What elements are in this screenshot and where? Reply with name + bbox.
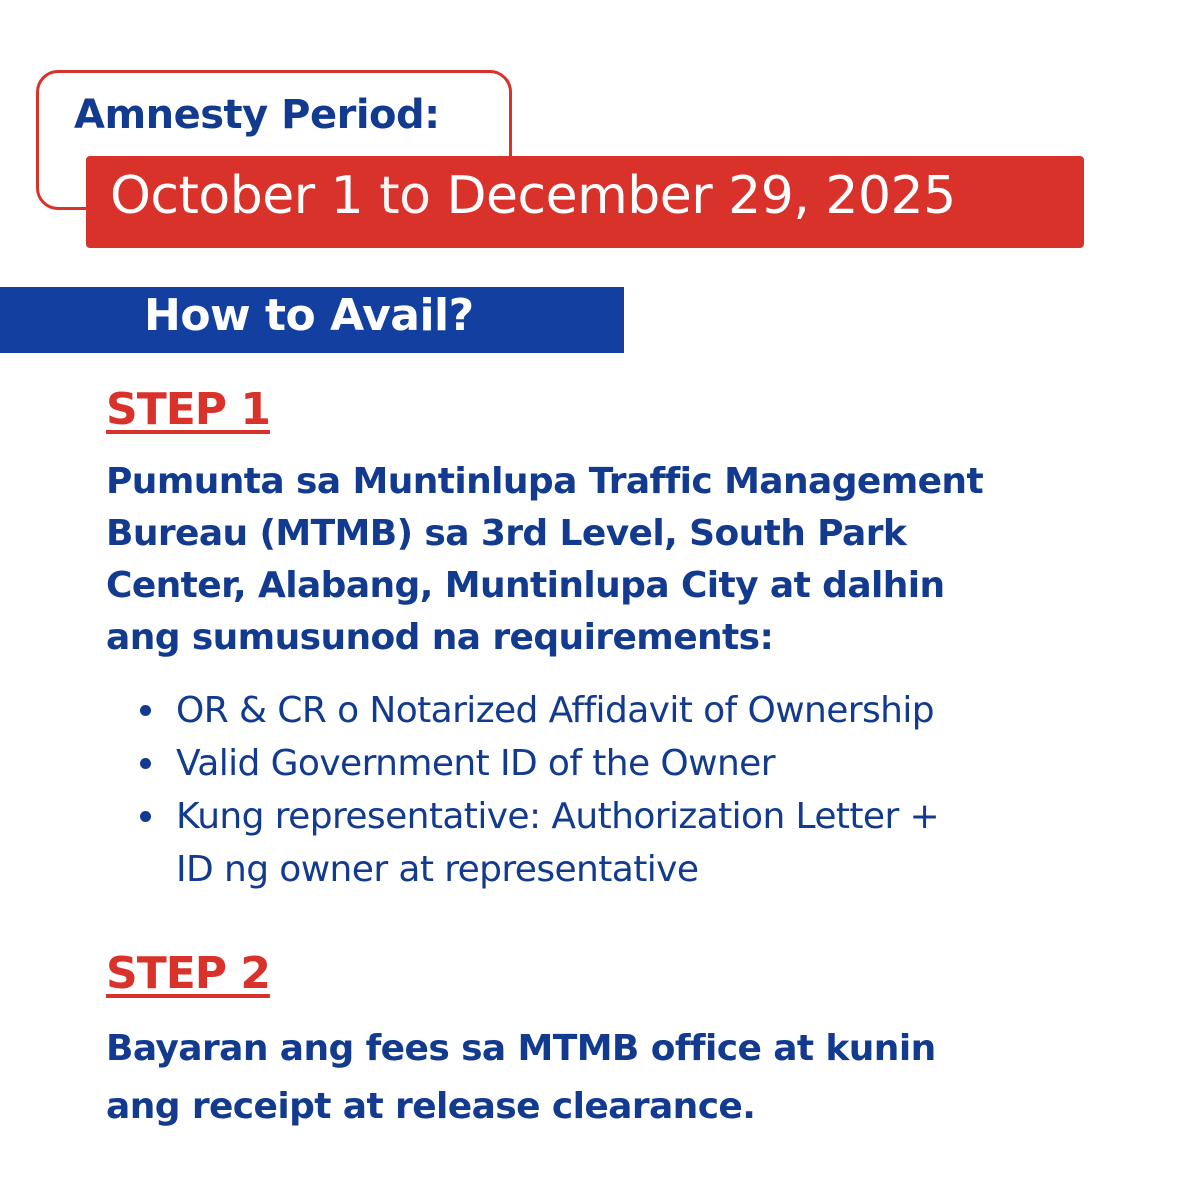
date-connector: to xyxy=(379,166,431,226)
step-1-instructions xyxy=(106,456,1106,664)
requirement-text: Valid Government ID of the Owner xyxy=(176,743,775,784)
requirement-text: OR & CR o Notarized Affidavit of Ownership xyxy=(176,690,935,731)
requirements-list xyxy=(136,684,939,896)
requirement-item xyxy=(136,790,939,896)
bullet-icon xyxy=(140,811,151,822)
date-start: October 1 xyxy=(110,166,364,226)
step-2-instructions xyxy=(106,1020,1106,1136)
requirement-text: Kung representative: Authorization Letter + xyxy=(176,796,940,837)
step-1-heading: STEP 1 xyxy=(106,384,270,435)
step-1-line: Center, Alabang, Muntinlupa City at dalhin xyxy=(106,565,945,606)
date-end: December 29, 2025 xyxy=(446,166,956,226)
bullet-icon xyxy=(140,705,151,716)
step-2-heading: STEP 2 xyxy=(106,948,270,999)
requirement-text-continued: ID ng owner at representative xyxy=(176,849,699,890)
step-1-line: Bureau (MTMB) sa 3rd Level, South Park xyxy=(106,513,907,554)
step-2-line: Bayaran ang fees sa MTMB office at kunin xyxy=(106,1028,936,1069)
step-2-line: ang receipt at release clearance. xyxy=(106,1086,756,1127)
amnesty-date-range xyxy=(110,166,956,226)
requirement-item xyxy=(136,737,939,790)
step-1-line: Pumunta sa Muntinlupa Traffic Management xyxy=(106,461,984,502)
requirement-item xyxy=(136,684,939,737)
step-1-line: ang sumusunod na requirements: xyxy=(106,617,774,658)
how-to-avail-title: How to Avail? xyxy=(144,290,474,341)
amnesty-period-label: Amnesty Period: xyxy=(74,92,440,138)
bullet-icon xyxy=(140,758,151,769)
